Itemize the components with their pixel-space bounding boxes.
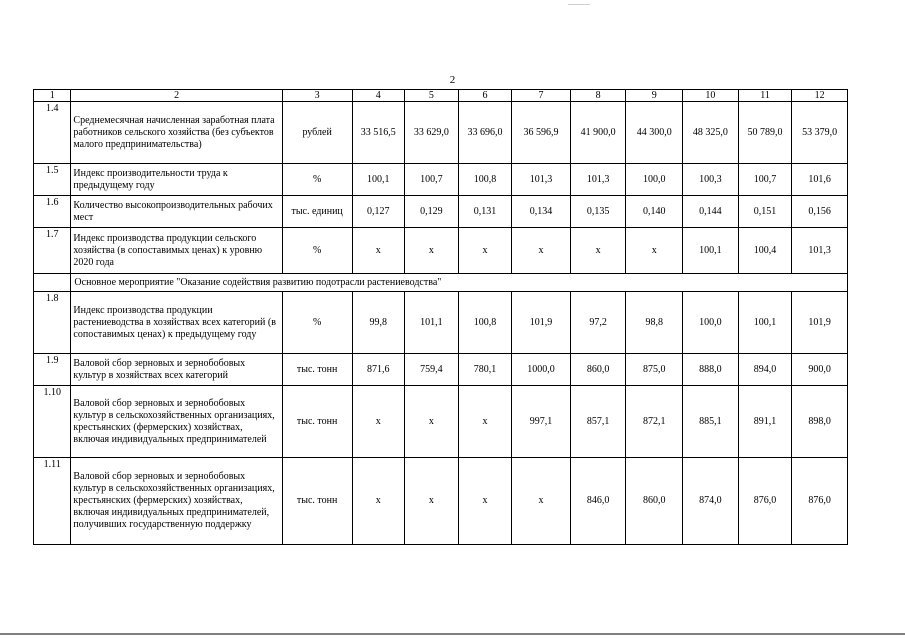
value-cell: 41 900,0 xyxy=(570,102,626,164)
value-cell: 98,8 xyxy=(626,292,683,354)
value-cell: 101,3 xyxy=(570,164,626,196)
value-cell: 100,1 xyxy=(683,228,739,274)
header-row xyxy=(34,90,848,102)
value-cell: 885,1 xyxy=(683,386,739,458)
indicator-name: Валовой сбор зерновых и зернобобовых культур в хозяйствах всех категорий xyxy=(71,354,282,386)
indicator-name: Индекс производительности труда к предыдущему году xyxy=(71,164,282,196)
value-cell: 100,8 xyxy=(458,292,512,354)
unit-cell: % xyxy=(282,292,352,354)
value-cell: 872,1 xyxy=(626,386,683,458)
row-number: 1.11 xyxy=(34,458,71,545)
value-cell: 894,0 xyxy=(738,354,792,386)
row-number: 1.9 xyxy=(34,354,71,386)
section-title: Основное мероприятие "Оказание содействия развитию подотрасли растениеводства" xyxy=(71,274,848,292)
value-cell: х xyxy=(512,458,571,545)
value-cell: х xyxy=(512,228,571,274)
column-header: 1 xyxy=(34,90,71,102)
section-row xyxy=(34,274,848,292)
value-cell: х xyxy=(405,458,459,545)
value-cell: 101,1 xyxy=(405,292,459,354)
value-cell: 97,2 xyxy=(570,292,626,354)
column-header: 8 xyxy=(570,90,626,102)
value-cell: 857,1 xyxy=(570,386,626,458)
scan-artifact xyxy=(568,4,590,5)
table-row xyxy=(34,292,848,354)
value-cell: 860,0 xyxy=(626,458,683,545)
value-cell: 0,151 xyxy=(738,196,792,228)
row-number: 1.5 xyxy=(34,164,71,196)
value-cell: х xyxy=(570,228,626,274)
value-cell: 888,0 xyxy=(683,354,739,386)
indicator-name: Среднемесячная начисленная заработная плата работников сельского хозяйства (без субъектов малого предпринимательства) xyxy=(71,102,282,164)
page-number: 2 xyxy=(449,74,456,86)
column-header: 11 xyxy=(738,90,792,102)
indicator-name: Индекс производства продукции сельского хозяйства (в сопоставимых ценах) к уровню 2020 года xyxy=(71,228,282,274)
value-cell: 36 596,9 xyxy=(512,102,571,164)
value-cell: 101,3 xyxy=(512,164,571,196)
value-cell: 900,0 xyxy=(792,354,848,386)
value-cell: 846,0 xyxy=(570,458,626,545)
unit-cell: тыс. тонн xyxy=(282,458,352,545)
column-header: 2 xyxy=(71,90,282,102)
value-cell: 101,6 xyxy=(792,164,848,196)
value-cell: 0,131 xyxy=(458,196,512,228)
section-num-cell xyxy=(34,274,71,292)
unit-cell: тыс. тонн xyxy=(282,354,352,386)
row-number: 1.8 xyxy=(34,292,71,354)
value-cell: 100,1 xyxy=(352,164,405,196)
value-cell: х xyxy=(405,228,459,274)
table-row xyxy=(34,228,848,274)
indicator-name: Валовой сбор зерновых и зернобобовых культур в сельскохозяйственных организациях, крестьянских (фермерских) хозяйствах, включая индивидуальных предпринимателей xyxy=(71,386,282,458)
unit-cell: % xyxy=(282,228,352,274)
value-cell: 997,1 xyxy=(512,386,571,458)
value-cell: 0,129 xyxy=(405,196,459,228)
value-cell: 875,0 xyxy=(626,354,683,386)
table-row xyxy=(34,458,848,545)
value-cell: 871,6 xyxy=(352,354,405,386)
table-row xyxy=(34,386,848,458)
column-header: 5 xyxy=(405,90,459,102)
value-cell: 100,7 xyxy=(738,164,792,196)
table-row xyxy=(34,196,848,228)
value-cell: 100,3 xyxy=(683,164,739,196)
value-cell: 33 696,0 xyxy=(458,102,512,164)
value-cell: 0,156 xyxy=(792,196,848,228)
value-cell: 0,135 xyxy=(570,196,626,228)
value-cell: 0,127 xyxy=(352,196,405,228)
column-header: 10 xyxy=(683,90,739,102)
value-cell: 99,8 xyxy=(352,292,405,354)
row-number: 1.4 xyxy=(34,102,71,164)
indicator-name: Валовой сбор зерновых и зернобобовых культур в сельскохозяйственных организациях, крестьянских (фермерских) хозяйствах, включая индивидуальных предпринимателей, получивших государственную поддержку xyxy=(71,458,282,545)
scan-edge xyxy=(0,633,905,635)
column-header: 12 xyxy=(792,90,848,102)
value-cell: х xyxy=(352,458,405,545)
value-cell: 780,1 xyxy=(458,354,512,386)
value-cell: 898,0 xyxy=(792,386,848,458)
unit-cell: рублей xyxy=(282,102,352,164)
indicator-name: Индекс производства продукции растениеводства в хозяйствах всех категорий (в сопоставимых ценах) к предыдущему году xyxy=(71,292,282,354)
value-cell: 44 300,0 xyxy=(626,102,683,164)
unit-cell: тыс. единиц xyxy=(282,196,352,228)
row-number: 1.6 xyxy=(34,196,71,228)
value-cell: 101,9 xyxy=(792,292,848,354)
value-cell: х xyxy=(405,386,459,458)
value-cell: 100,7 xyxy=(405,164,459,196)
value-cell: 33 516,5 xyxy=(352,102,405,164)
value-cell: 860,0 xyxy=(570,354,626,386)
value-cell: х xyxy=(352,386,405,458)
value-cell: 48 325,0 xyxy=(683,102,739,164)
value-cell: 33 629,0 xyxy=(405,102,459,164)
indicator-name: Количество высокопроизводительных рабочих мест xyxy=(71,196,282,228)
unit-cell: тыс. тонн xyxy=(282,386,352,458)
value-cell: 1000,0 xyxy=(512,354,571,386)
value-cell: 100,4 xyxy=(738,228,792,274)
value-cell: 100,0 xyxy=(626,164,683,196)
value-cell: 759,4 xyxy=(405,354,459,386)
table-row xyxy=(34,164,848,196)
value-cell: 876,0 xyxy=(738,458,792,545)
unit-cell: % xyxy=(282,164,352,196)
value-cell: 100,1 xyxy=(738,292,792,354)
value-cell: 100,8 xyxy=(458,164,512,196)
indicators-table xyxy=(33,89,848,545)
value-cell: 891,1 xyxy=(738,386,792,458)
value-cell: 874,0 xyxy=(683,458,739,545)
table-row xyxy=(34,102,848,164)
column-header: 9 xyxy=(626,90,683,102)
column-header: 3 xyxy=(282,90,352,102)
value-cell: х xyxy=(458,458,512,545)
value-cell: 876,0 xyxy=(792,458,848,545)
value-cell: 0,140 xyxy=(626,196,683,228)
row-number: 1.10 xyxy=(34,386,71,458)
value-cell: 101,9 xyxy=(512,292,571,354)
value-cell: 50 789,0 xyxy=(738,102,792,164)
value-cell: 53 379,0 xyxy=(792,102,848,164)
value-cell: 0,134 xyxy=(512,196,571,228)
column-header: 7 xyxy=(512,90,571,102)
value-cell: х xyxy=(626,228,683,274)
column-header: 4 xyxy=(352,90,405,102)
row-number: 1.7 xyxy=(34,228,71,274)
value-cell: 0,144 xyxy=(683,196,739,228)
value-cell: 101,3 xyxy=(792,228,848,274)
value-cell: х xyxy=(352,228,405,274)
value-cell: 100,0 xyxy=(683,292,739,354)
value-cell: х xyxy=(458,386,512,458)
table-row xyxy=(34,354,848,386)
value-cell: х xyxy=(458,228,512,274)
column-header: 6 xyxy=(458,90,512,102)
